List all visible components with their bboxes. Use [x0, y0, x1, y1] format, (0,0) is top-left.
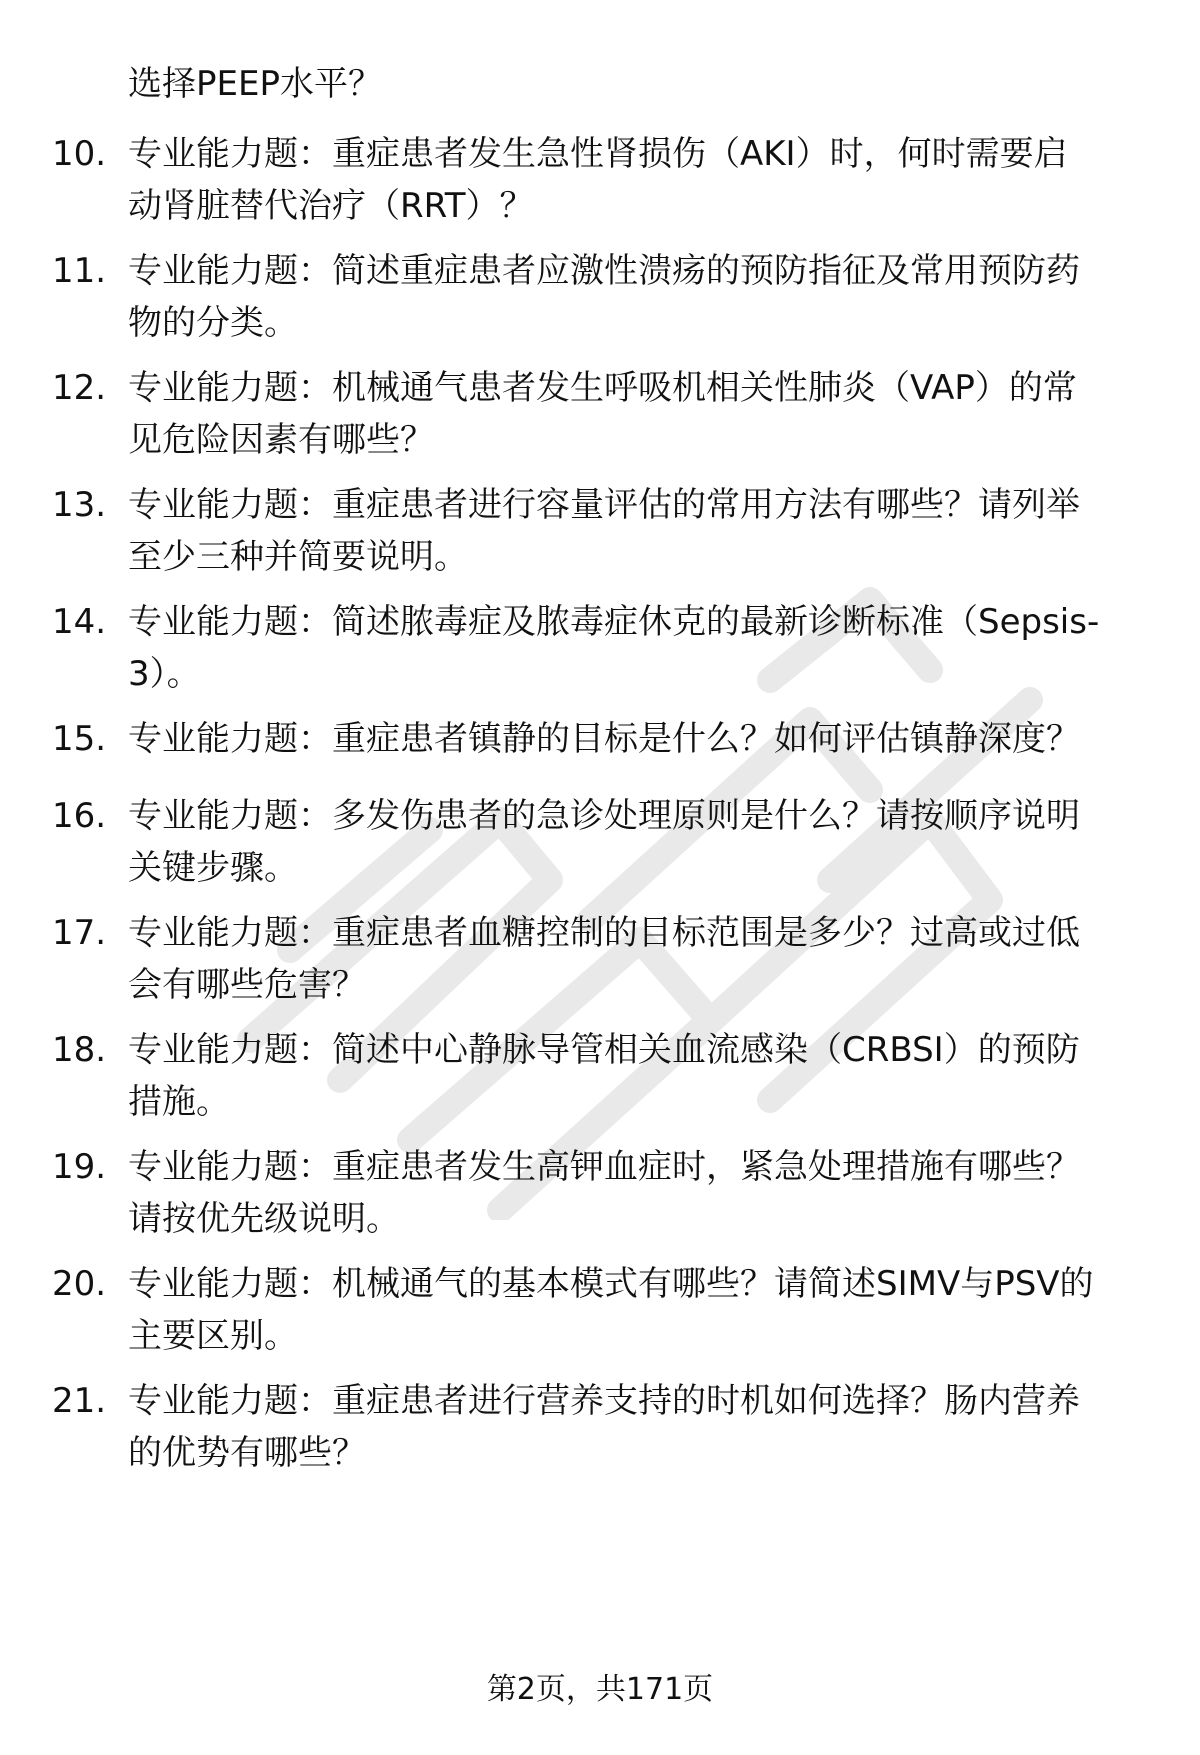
question-line: 见危险因素有哪些？ [128, 420, 434, 460]
question-line: 专业能力题：重症患者发生急性肾损伤（AKI）时，何时需要启 [128, 134, 1068, 174]
question-number: 14. [52, 602, 107, 642]
question-number: 11. [52, 251, 107, 291]
question-text [128, 713, 1148, 765]
continued-question-text: 选择PEEP水平？ [128, 64, 382, 104]
question-line: 会有哪些危害？ [128, 965, 366, 1005]
question-text [128, 1024, 1148, 1128]
question-number: 19. [52, 1147, 107, 1187]
question-line: 专业能力题：重症患者进行容量评估的常用方法有哪些？请列举 [128, 485, 1080, 525]
question-number: 12. [52, 368, 107, 408]
question-line: 主要区别。 [128, 1316, 298, 1356]
question-text [128, 362, 1148, 466]
question-line: 动肾脏替代治疗（RRT）？ [128, 186, 534, 226]
question-number: 17. [52, 913, 107, 953]
question-line: 请按优先级说明。 [128, 1199, 400, 1239]
question-number: 15. [52, 719, 107, 759]
question-line: 专业能力题：重症患者发生高钾血症时，紧急处理措施有哪些？ [128, 1147, 1080, 1187]
question-line: 至少三种并简要说明。 [128, 537, 468, 577]
question-line: 专业能力题：重症患者进行营养支持的时机如何选择？肠内营养 [128, 1381, 1080, 1421]
question-line: 专业能力题：机械通气患者发生呼吸机相关性肺炎（VAP）的常 [128, 368, 1077, 408]
question-line: 专业能力题：重症患者血糖控制的目标范围是多少？过高或过低 [128, 913, 1080, 953]
question-number: 16. [52, 796, 107, 836]
question-line: 专业能力题：简述中心静脉导管相关血流感染（CRBSI）的预防 [128, 1030, 1080, 1070]
question-text [128, 245, 1148, 349]
question-line: 专业能力题：重症患者镇静的目标是什么？如何评估镇静深度？ [128, 719, 1080, 759]
question-text [128, 907, 1148, 1011]
question-line: 关键步骤。 [128, 848, 298, 888]
question-line: 3）。 [128, 654, 201, 694]
question-line: 物的分类。 [128, 303, 298, 343]
question-number: 21. [52, 1381, 107, 1421]
question-line: 措施。 [128, 1082, 230, 1122]
question-text [128, 1141, 1148, 1245]
question-text [128, 479, 1148, 583]
question-number: 20. [52, 1264, 107, 1304]
question-text [128, 596, 1148, 700]
question-line: 专业能力题：简述脓毒症及脓毒症休克的最新诊断标准（Sepsis- [128, 602, 1100, 642]
page-number-footer: 第2页，共171页 [486, 1672, 714, 1707]
question-line: 的优势有哪些？ [128, 1433, 366, 1473]
question-line: 专业能力题：多发伤患者的急诊处理原则是什么？请按顺序说明 [128, 796, 1080, 836]
question-text [128, 128, 1148, 232]
question-line: 专业能力题：简述重症患者应激性溃疡的预防指征及常用预防药 [128, 251, 1080, 291]
question-number: 18. [52, 1030, 107, 1070]
question-text [128, 790, 1148, 894]
question-number: 13. [52, 485, 107, 525]
question-number: 10. [52, 134, 107, 174]
question-text [128, 1375, 1148, 1479]
question-text [128, 1258, 1148, 1362]
question-line: 专业能力题：机械通气的基本模式有哪些？请简述SIMV与PSV的 [128, 1264, 1094, 1304]
